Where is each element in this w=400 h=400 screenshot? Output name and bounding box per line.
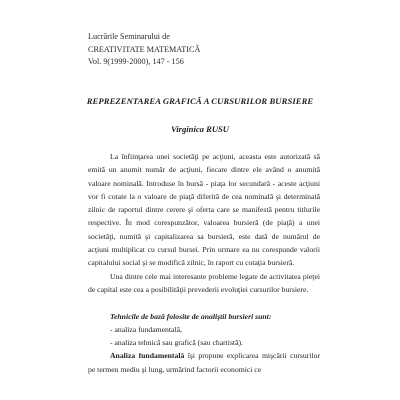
- journal-series-line: Lucrările Seminarului de: [88, 32, 170, 41]
- body-paragraph-1: La înfiinţarea unei societăţi pe acţiuni, aceasta este autorizată să emită un anumit număr de acţiuni, fiecare dintre ele având o anumită valoare nominală. Introduse în bursă - piaţa lor secundară - aceste acţiuni vor fi cotate la o valoare de piaţă diferită de cea nominală şi determinată zilnic de raportul dintre cerere şi oferta care se manifestă pentru titlurile respective. În mod corespunzător, valoarea bursieră (de piaţă) a unei societăţi, numită şi capitalizarea sa bursieră, este dată de numărul de acţiuni multiplicat cu cursul bursei. Prin urmare ea nu corespunde valorii capitalului social şi se modifică zilnic, în raport cu cotaţia bursieră.: [88, 152, 320, 268]
- list-item-technical: - analiza tehnică sau grafică (sau chartistă).: [110, 338, 243, 348]
- list-item-fundamental: - analiza fundamentală,: [110, 324, 182, 334]
- paper-author: Virginica RUSU: [170, 124, 230, 134]
- paragraph-3-lead: Analiza fundamentală: [110, 351, 185, 361]
- paper-body: [88, 150, 320, 376]
- paper-title: REPREZENTAREA GRAFICĂ A CURSURILOR BURSIERE: [86, 96, 314, 106]
- body-paragraph-2: Una dintre cele mai interesante probleme legate de activitatea pieţei de capital este cea a posibilităţii prevederii evoluţiei cursurilor bursiere.: [88, 271, 320, 294]
- journal-volume-line: Vol. 9(1999-2000), 147 - 156: [88, 57, 184, 66]
- section-subheading: Tehnicile de bază folosite de analiştii bursieri sunt:: [110, 311, 272, 321]
- body-paragraph-3: [88, 349, 320, 376]
- journal-header: [88, 31, 200, 69]
- paragraph-3-text: îşi propune explicarea mişcării cursurilor pe termen mediu şi lung, urmărind factorii economici ce: [88, 351, 321, 374]
- journal-name-line: CREATIVITATE MATEMATICĂ: [88, 44, 201, 54]
- paragraph-spacer: [88, 296, 320, 309]
